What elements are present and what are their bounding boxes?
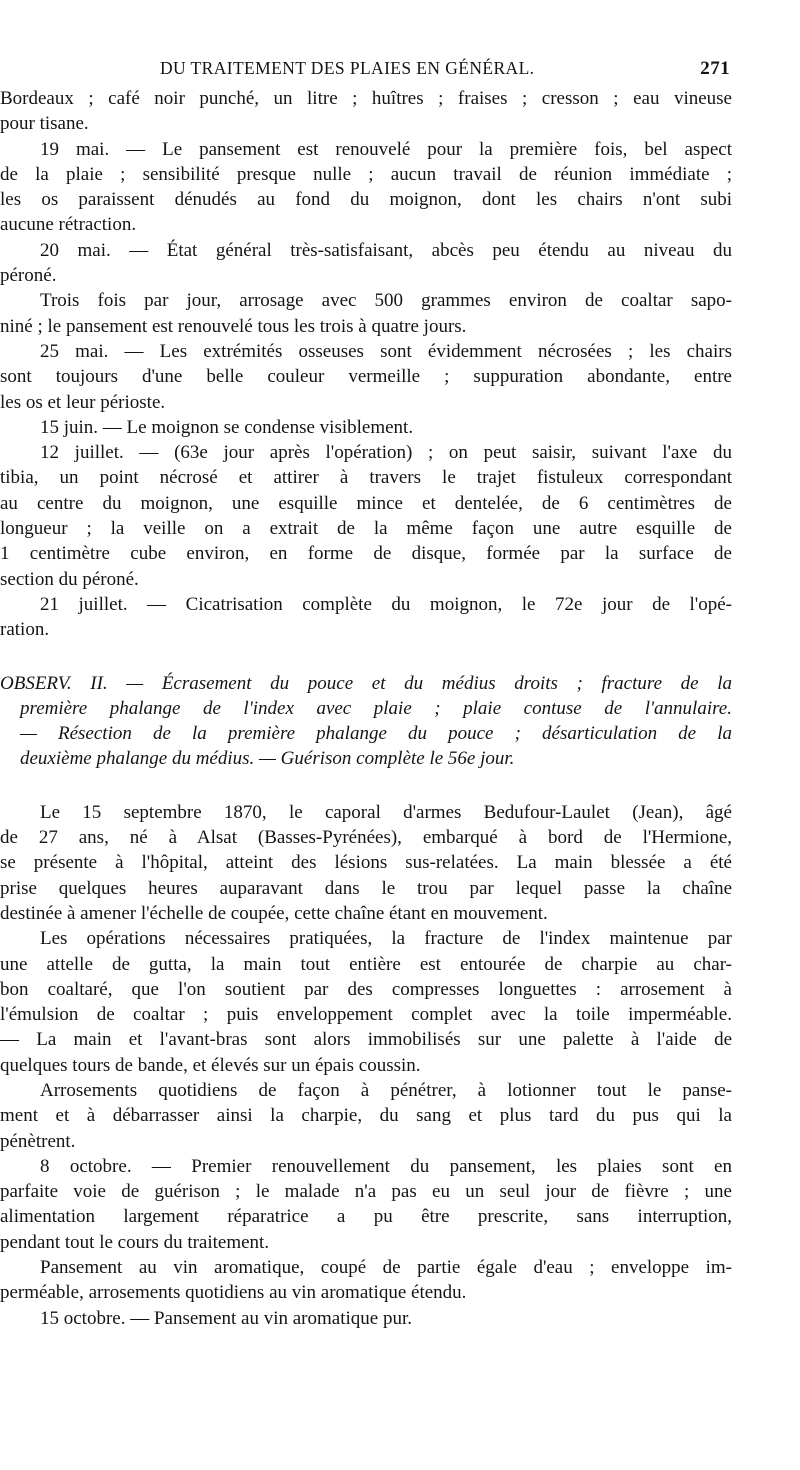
page-number: 271 xyxy=(700,58,730,79)
text-line: pour tisane. xyxy=(0,113,89,135)
observation-heading-line: deuxième phalange du médius. — Guérison complète le 56e jour. xyxy=(20,748,515,770)
text-line: l'émulsion de coaltar ; puis enveloppement complet avec la toile imperméable. xyxy=(0,1004,732,1026)
text-line: parfaite voie de guérison ; le malade n'a pas eu un seul jour de fièvre ; une xyxy=(0,1181,732,1203)
text-line: les os paraissent dénudés au fond du moignon, dont les chairs n'ont subi xyxy=(0,189,732,211)
text-line: aucune rétraction. xyxy=(0,214,137,236)
text-line: niné ; le pansement est renouvelé tous les trois à quatre jours. xyxy=(0,315,467,337)
text-line: Le 15 septembre 1870, le caporal d'armes Bedufour-Laulet (Jean), âgé xyxy=(40,801,732,823)
text-line: quelques tours de bande, et élevés sur un épais coussin. xyxy=(0,1054,421,1076)
text-line: une attelle de gutta, la main tout entière est entourée de charpie au char- xyxy=(0,953,732,975)
text-line: bon coaltaré, que l'on soutient par des compresses longuettes : arrosement à xyxy=(0,978,732,1000)
observation-heading-line: OBSERV. II. — Écrasement du pouce et du médius droits ; fracture de la xyxy=(0,672,732,694)
text-line: Trois fois par jour, arrosage avec 500 grammes environ de coaltar sapo- xyxy=(40,290,732,312)
text-line: alimentation largement réparatrice a pu être prescrite, sans interruption, xyxy=(0,1206,732,1228)
text-line: 19 mai. — Le pansement est renouvelé pour la première fois, bel aspect xyxy=(40,138,732,160)
text-line: se présente à l'hôpital, atteint des lésions sus-relatées. La main blessée a été xyxy=(0,852,732,874)
text-line: ration. xyxy=(0,619,50,641)
text-line: 12 juillet. — (63e jour après l'opération) ; on peut saisir, suivant l'axe du xyxy=(40,442,732,464)
text-line: de 27 ans, né à Alsat (Basses-Pyrénées), embarqué à bord de l'Hermione, xyxy=(0,827,732,849)
text-line: Pansement au vin aromatique, coupé de partie égale d'eau ; enveloppe im- xyxy=(40,1257,732,1279)
text-line: sont toujours d'une belle couleur vermeille ; suppuration abondante, entre xyxy=(0,366,732,388)
observation-heading-line: première phalange de l'index avec plaie ; plaie contuse de l'annulaire. xyxy=(20,697,732,719)
text-line: de la plaie ; sensibilité presque nulle ; aucun travail de réunion immédiate ; xyxy=(0,163,732,185)
text-line: perméable, arrosements quotidiens au vin aromatique étendu. xyxy=(0,1282,467,1304)
text-line: 15 octobre. — Pansement au vin aromatique pur. xyxy=(40,1307,412,1329)
observation-heading-line: — Résection de la première phalange du pouce ; désarticulation de la xyxy=(20,723,732,745)
running-header xyxy=(160,58,730,88)
text-line: 21 juillet. — Cicatrisation complète du moignon, le 72e jour de l'opé- xyxy=(40,593,732,615)
text-line: Arrosements quotidiens de façon à pénétrer, à lotionner tout le panse- xyxy=(40,1079,732,1101)
body-text xyxy=(0,86,732,1331)
text-line: ment et à débarrasser ainsi la charpie, du sang et plus tard du pus qui la xyxy=(0,1105,732,1127)
text-line: destinée à amener l'échelle de coupée, cette chaîne étant en mouvement. xyxy=(0,902,548,924)
text-line: section du péroné. xyxy=(0,568,139,590)
text-line: pendant tout le cours du traitement. xyxy=(0,1231,270,1253)
text-line: longueur ; la veille on a extrait de la même façon une autre esquille de xyxy=(0,518,732,540)
text-line: Bordeaux ; café noir punché, un litre ; huîtres ; fraises ; cresson ; eau vineuse xyxy=(0,88,732,109)
text-line: prise quelques heures auparavant dans le trou par lequel passe la chaîne xyxy=(0,877,732,899)
text-line: 25 mai. — Les extrémités osseuses sont évidemment nécrosées ; les chairs xyxy=(40,340,732,362)
text-line: — La main et l'avant-bras sont alors immobilisés sur une palette à l'aide de xyxy=(0,1029,732,1051)
text-line: 20 mai. — État général très-satisfaisant, abcès peu étendu au niveau du xyxy=(40,239,732,261)
text-line: au centre du moignon, une esquille mince et dentelée, de 6 centimètres de xyxy=(0,492,732,514)
running-title: DU TRAITEMENT DES PLAIES EN GÉNÉRAL. xyxy=(160,58,535,78)
text-line: les os et leur périoste. xyxy=(0,391,166,413)
text-line: pénètrent. xyxy=(0,1130,76,1152)
text-line: péroné. xyxy=(0,265,57,287)
text-line: 8 octobre. — Premier renouvellement du pansement, les plaies sont en xyxy=(40,1155,732,1177)
text-line: 1 centimètre cube environ, en forme de disque, formée par la surface de xyxy=(0,543,732,565)
text-line: Les opérations nécessaires pratiquées, la fracture de l'index maintenue par xyxy=(40,928,732,950)
text-line: 15 juin. — Le moignon se condense visiblement. xyxy=(40,416,414,438)
text-line: tibia, un point nécrosé et attirer à travers le trajet fistuleux correspondant xyxy=(0,467,732,489)
